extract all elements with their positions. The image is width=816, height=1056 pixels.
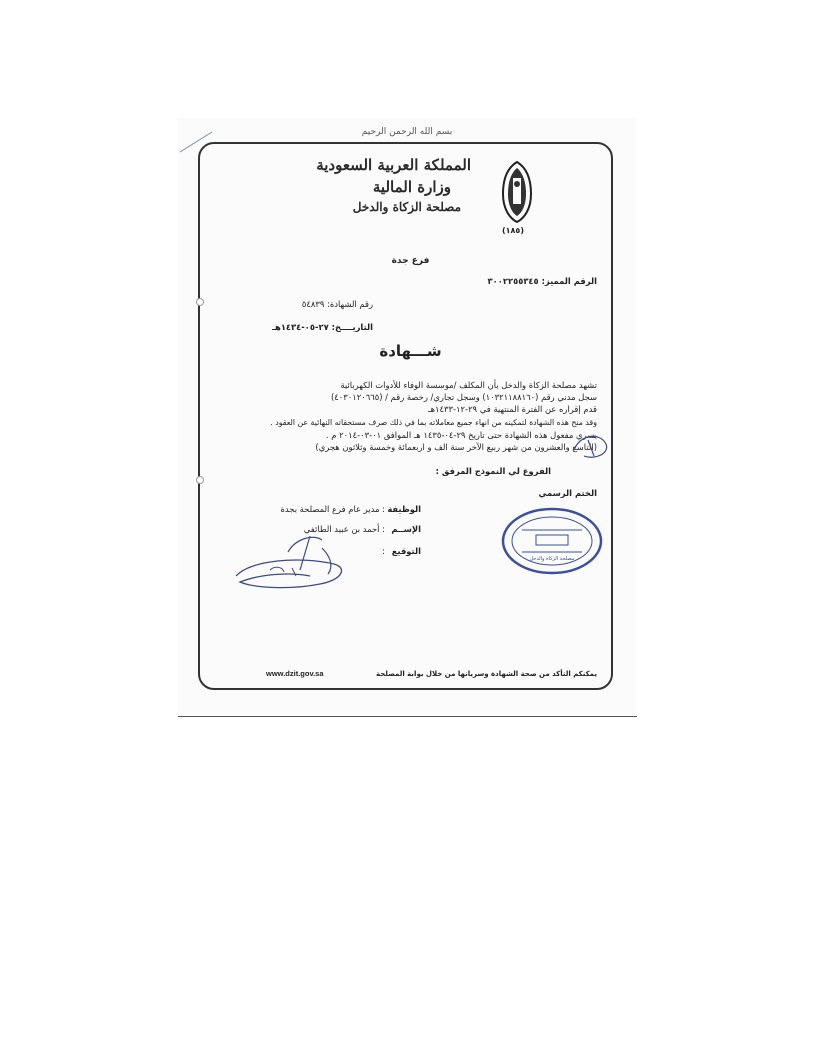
signature-colon: : xyxy=(382,546,385,556)
position-label: الوظيفة xyxy=(387,504,421,514)
body-line-3: قدم إقراره عن الفترة المنتهية في ٢٩-١٢-١٤٣٣هـ xyxy=(428,404,597,414)
attachment-line: الفروع لي النموذج المرفق : xyxy=(435,466,551,476)
stamp-text: مصلحة الزكاة والدخل xyxy=(529,556,575,562)
body-line-1: تشهد مصلحة الزكاة والدخل بأن المكلف /موسسة الوفاء للأدوات الكهربائية xyxy=(340,380,597,390)
emblem-number: (١٨٥) xyxy=(502,226,524,235)
body-line-6: (التاسع والعشرون من شهر ربيع الآخر سنة الف و اربعمائة وخمسة وثلاثون هجري) xyxy=(315,442,597,452)
certificate-date: التاريــــخ: ٢٧-٠٥-١٤٣٤هـ xyxy=(272,322,373,332)
handwritten-signature xyxy=(230,530,360,594)
emblem-icon xyxy=(497,160,537,226)
certificate-frame xyxy=(198,142,613,690)
scanned-certificate xyxy=(178,118,636,716)
certificate-title: شـــهادة xyxy=(379,342,442,360)
punch-hole xyxy=(196,476,204,484)
body-line-4: وقد منح هذه الشهادة لتمكينه من انهاء جميع معاملاته بما في ذلك صرف مستحقاته النهائية عن العقود . xyxy=(270,418,597,427)
footer-text: يمكنكم التأكد من صحة الشهادة وسريانها من خلال بوابة المصلحة xyxy=(375,670,597,678)
punch-hole xyxy=(196,298,204,306)
certificate-number: رقم الشهادة: ٥٤٨٣٩ xyxy=(301,299,373,309)
footer-url: www.dzit.gov.sa xyxy=(266,669,324,678)
initial-mark-icon xyxy=(570,430,612,464)
position-value: : مدير عام فرع المصلحة بجدة xyxy=(280,504,385,514)
page-divider xyxy=(178,716,637,717)
basmala: بسم الله الرحمن الرحيم xyxy=(361,127,453,137)
body-line-2: سجل مدني رقم (١٠٣٢١١٨٨١٦٠) وسجل تجاري/ رخصة رقم / (٤٠٣٠١٢٠٦٦٥) xyxy=(330,392,597,402)
letterhead-kingdom: المملكة العربية السعودية xyxy=(316,156,471,174)
distinct-number: الرقم المميز: ٣٠٠٢٢٥٥٣٤٥ xyxy=(487,276,597,286)
body-line-5: يسري مفعول هذه الشهادة حتى تاريخ ٢٩-٠٤-١٤٣٥ هـ الموافق ٠١-٠٣-٢٠١٤ م . xyxy=(325,430,597,440)
official-stamp-icon xyxy=(500,506,604,576)
branch-name: فرع جدة xyxy=(391,256,430,266)
letterhead-ministry: وزارة المالية xyxy=(372,178,451,196)
official-stamp-label: الختم الرسمي xyxy=(538,488,597,498)
signature-label: التوقيع xyxy=(391,546,421,556)
letterhead-department: مصلحة الزكاة والدخل xyxy=(352,200,461,214)
name-label: الإســم xyxy=(391,524,421,534)
name-value: : أحمد بن عبيد الطائفي xyxy=(303,524,385,534)
